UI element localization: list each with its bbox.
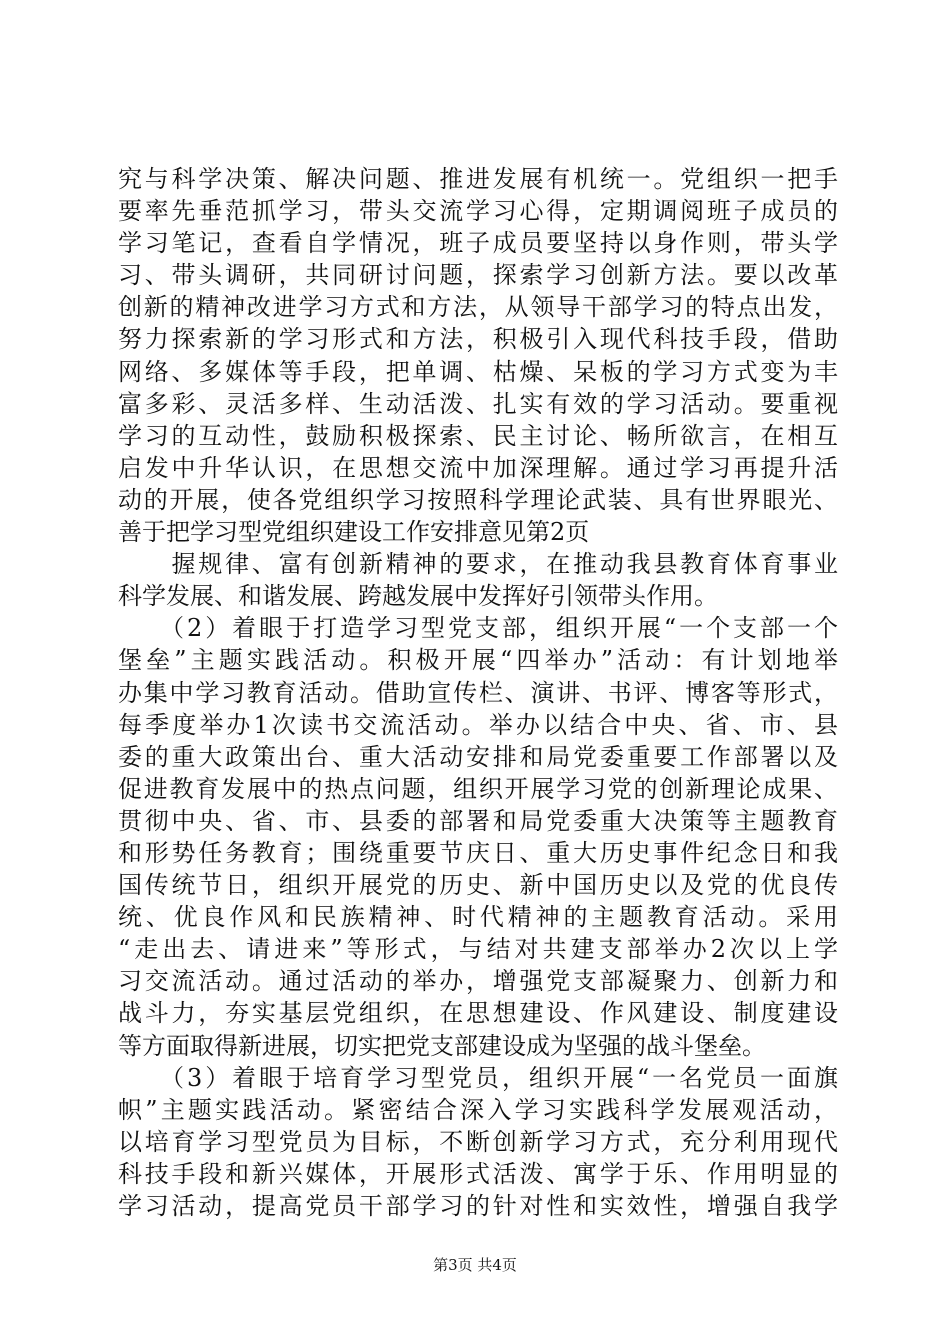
text-line: 努力探索新的学习形式和方法，积极引入现代科技手段，借助	[118, 325, 838, 354]
text-line: 帜”主题实践活动。紧密结合深入学习实践科学发展观活动，	[118, 1095, 838, 1124]
text-line: 统、优良作风和民族精神、时代精神的主题教育活动。采用	[118, 903, 838, 932]
text-line: （3）着眼于培育学习型党员，组织开展“一名党员一面旗	[118, 1063, 838, 1092]
text-line: 学习活动，提高党员干部学习的针对性和实效性，增强自我学	[118, 1192, 838, 1220]
text-line: 办集中学习教育活动。借助宣传栏、演讲、书评、博客等形式，	[118, 678, 838, 707]
text-line: 握规律、富有创新精神的要求，在推动我县教育体育事业	[118, 550, 838, 579]
text-line: 以培育学习型党员为目标，不断创新学习方式，充分利用现代	[118, 1127, 838, 1156]
text-line: 科学发展、和谐发展、跨越发展中发挥好引领带头作用。	[118, 582, 718, 611]
text-line: （2）着眼于打造学习型党支部，组织开展“一个支部一个	[118, 614, 838, 643]
text-line: 动的开展，使各党组织学习按照科学理论武装、具有世界眼光、	[118, 485, 838, 514]
text-line: 启发中升华认识，在思想交流中加深理解。通过学习再提升活	[118, 453, 838, 482]
text-line: 习、带头调研，共同研讨问题，探索学习创新方法。要以改革	[118, 261, 838, 290]
text-line: 要率先垂范抓学习，带头交流学习心得，定期调阅班子成员的	[118, 197, 838, 226]
text-line: 学习的互动性，鼓励积极探索、民主讨论、畅所欲言，在相互	[118, 421, 838, 450]
text-line: 创新的精神改进学习方式和方法，从领导干部学习的特点出发，	[118, 293, 838, 322]
text-line: 委的重大政策出台、重大活动安排和局党委重要工作部署以及	[118, 742, 838, 771]
text-line: 等方面取得新进展，切实把党支部建设成为坚强的战斗堡垒。	[118, 1031, 766, 1060]
document-body	[118, 163, 838, 1222]
text-line: “走出去、请进来”等形式，与结对共建支部举办2次以上学	[118, 935, 838, 964]
text-line: 科技手段和新兴媒体，开展形式活泼、寓学于乐、作用明显的	[118, 1159, 838, 1188]
text-line: 促进教育发展中的热点问题，组织开展学习党的创新理论成果、	[118, 774, 838, 803]
text-line: 和形势任务教育；围绕重要节庆日、重大历史事件纪念日和我	[118, 838, 838, 867]
text-line: 每季度举办1次读书交流活动。举办以结合中央、省、市、县	[118, 710, 838, 739]
text-line: 战斗力，夯实基层党组织，在思想建设、作风建设、制度建设	[118, 999, 838, 1028]
text-line: 堡垒”主题实践活动。积极开展“四举办”活动：有计划地举	[118, 646, 838, 675]
text-line: 究与科学决策、解决问题、推进发展有机统一。党组织一把手	[118, 165, 838, 193]
text-line: 富多彩、灵活多样、生动活泼、扎实有效的学习活动。要重视	[118, 389, 838, 418]
text-line: 国传统节日，组织开展党的历史、新中国历史以及党的优良传	[118, 871, 838, 900]
text-line: 习交流活动。通过活动的举办，增强党支部凝聚力、创新力和	[118, 967, 838, 996]
text-line: 网络、多媒体等手段，把单调、枯燥、呆板的学习方式变为丰	[118, 357, 838, 386]
text-line: 贯彻中央、省、市、县委的部署和局党委重大决策等主题教育	[118, 806, 838, 835]
page-footer: 第3页 共4页	[433, 1256, 517, 1274]
text-line: 学习笔记，查看自学情况，班子成员要坚持以身作则，带头学	[118, 229, 838, 258]
text-line: 善于把学习型党组织建设工作安排意见第2页	[118, 518, 590, 547]
